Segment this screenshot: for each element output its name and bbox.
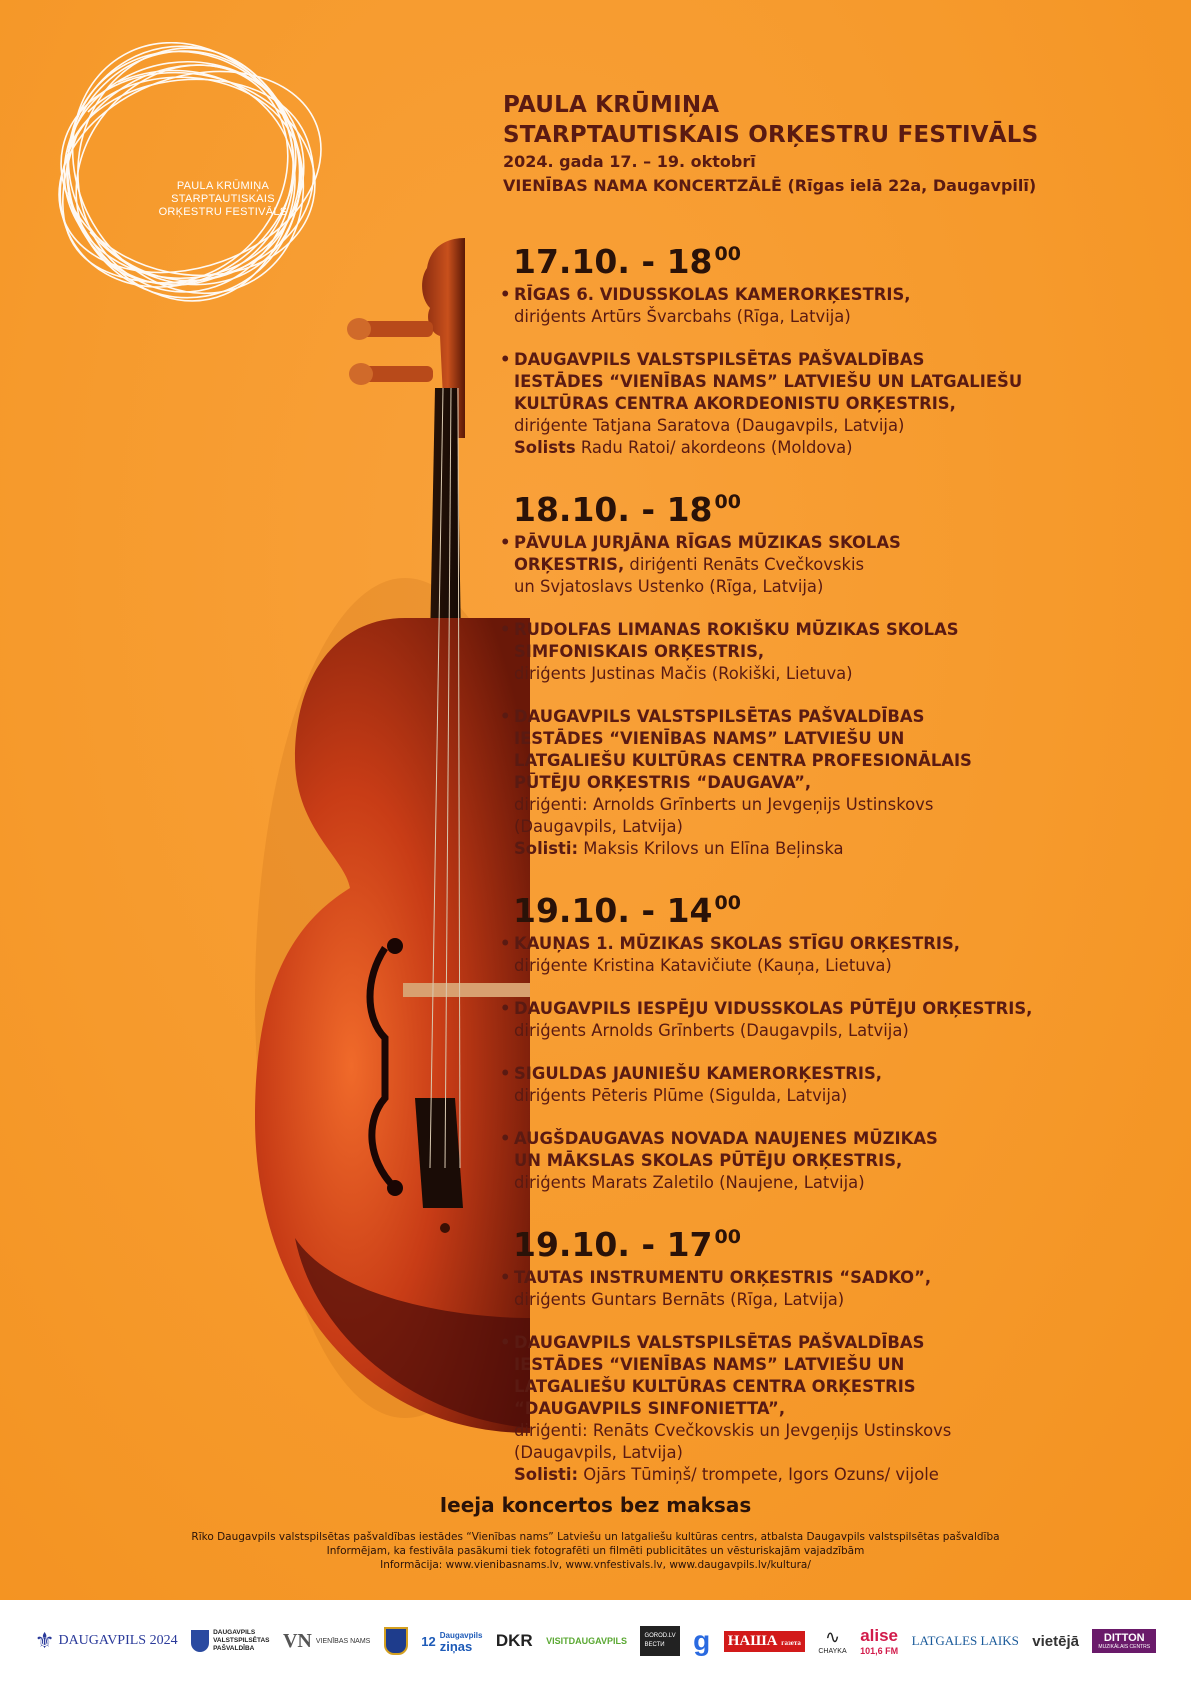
sponsor-pasvaldiba[interactable]: DAUGAVPILS VALSTSPILSĒTAS PAŠVALDĪBA bbox=[191, 1629, 269, 1653]
day-heading: 19.10. - 17 $^{00}$ bbox=[513, 1225, 741, 1264]
footer-info bbox=[0, 1530, 1191, 1572]
orchestra-entry: • PĀVULA JURJĀNA RĪGAS MŪZIKAS SKOLAS ORĶESTRIS, diriģenti Renāts Cvečkovskis un Svjatoslavs Ustenko (Rīga, Latvija) bbox=[500, 532, 1090, 598]
orchestra-entry: • DAUGAVPILS VALSTSPILSĒTAS PAŠVALDĪBAS IESTĀDES “VIENĪBAS NAMS” LATVIEŠU UN LATGALIEŠU KULTŪRAS CENTRA AKORDEONISTU ORĶESTRIS, diriģente Tatjana Saratova (Daugavpils, Latvija) Solists Radu Ratoi/ akordeons (Moldova) bbox=[500, 349, 1090, 459]
fleur-icon: ⚜ bbox=[34, 1628, 55, 1653]
sponsor-gorod[interactable]: GOROD.LV ВЕСТИ bbox=[640, 1626, 679, 1656]
day-block bbox=[500, 1215, 1090, 1486]
sponsor-vienibas-nams[interactable]: VN VIENĪBAS NAMS bbox=[282, 1629, 371, 1652]
shield-icon[interactable] bbox=[384, 1627, 408, 1655]
day-heading: 18.10. - 18 $^{00}$ bbox=[513, 490, 741, 529]
festival-title-line-1: PAULA KRŪMIŅA bbox=[503, 92, 720, 118]
festival-title-line-2: STARPTAUTISKAIS ORĶESTRU FESTIVĀLS bbox=[503, 122, 1039, 148]
organizer-text: Rīko Daugavpils valstspilsētas pašvaldības iestādes “Vienības nams” Latviešu un latgaliešu kultūras centrs, atbalsta Daugavpils valstspilsētas pašvaldība bbox=[191, 1531, 1000, 1543]
photo-notice: Informējam, ka festivāla pasākumi tiek fotografēti un filmēti publicitātes un vēsturiskajām vajadzībām bbox=[326, 1545, 865, 1557]
day-heading: 19.10. - 14 $^{00}$ bbox=[513, 891, 741, 930]
day-block bbox=[500, 232, 1090, 459]
orchestra-entry: • RĪGAS 6. VIDUSSKOLAS KAMERORĶESTRIS, diriģents Artūrs Švarcbahs (Rīga, Latvija) bbox=[500, 284, 1090, 328]
orchestra-entry: • DAUGAVPILS VALSTSPILSĒTAS PAŠVALDĪBAS IESTĀDES “VIENĪBAS NAMS” LATVIEŠU UN LATGALIEŠU KULTŪRAS CENTRA PROFESIONĀLAIS PŪTĒJU ORĶESTRIS “DAUGAVA”, diriģenti: Arnolds Grīnberts un Jevgeņijs Ustinskovs (Daugavpils, Latvija) Solisti: Maksis Krilovs un Elīna Beļinska bbox=[500, 706, 1090, 860]
orchestra-entry: • KAUŅAS 1. MŪZIKAS SKOLAS STĪGU ORĶESTRIS, diriģente Kristina Katavičiute (Kauņa, Lietuva) bbox=[500, 933, 1090, 977]
sponsor-ditton[interactable]: DITTON MUZIKĀLAIS CENTRS bbox=[1092, 1629, 1156, 1653]
bird-icon: ∿ bbox=[824, 1627, 841, 1647]
logo-text: PAULA KRŪMIŅA STARPTAUTISKAIS ORĶESTRU FESTIVĀLS bbox=[158, 180, 288, 218]
sponsor-visit-daugavpils[interactable]: VISITDAUGAVPILS bbox=[546, 1636, 627, 1646]
coat-of-arms-icon bbox=[191, 1630, 209, 1652]
day-heading: 17.10. - 18 $^{00}$ bbox=[513, 242, 741, 281]
day-block bbox=[500, 480, 1090, 860]
concert-schedule bbox=[500, 232, 1090, 1507]
sponsor-daugavpils-2024[interactable]: ⚜ DAUGAVPILS 2024 bbox=[34, 1628, 178, 1653]
orchestra-entry: • AUGŠDAUGAVAS NOVADA NAUJENES MŪZIKAS UN MĀKSLAS SKOLAS PŪTĒJU ORĶESTRIS, diriģents Marats Zaletilo (Naujene, Latvija) bbox=[500, 1128, 1090, 1194]
sponsor-alise[interactable]: alise 101,6 FM bbox=[860, 1626, 899, 1656]
sponsor-chayka[interactable]: ∿ CHAYKA bbox=[818, 1627, 847, 1655]
day-block bbox=[500, 881, 1090, 1194]
sponsor-latgales-laiks[interactable]: LATGALES LAIKS bbox=[911, 1633, 1019, 1648]
sponsor-daugavpils-zinas[interactable]: 12 Daugavpils ziņas bbox=[421, 1631, 483, 1654]
sponsor-dkr[interactable]: DKR bbox=[495, 1631, 533, 1650]
sponsor-bar bbox=[0, 1600, 1191, 1682]
festival-header bbox=[503, 90, 1038, 198]
orchestra-entry: • DAUGAVPILS VALSTSPILSĒTAS PAŠVALDĪBAS IESTĀDES “VIENĪBAS NAMS” LATVIEŠU UN LATGALIEŠU KULTŪRAS CENTRA ORĶESTRIS “DAUGAVPILS SINFONIETTA”, diriģenti: Renāts Cvečkovskis un Jevgeņijs Ustinskovs (Daugavpils, Latvija) Solisti: Ojārs Tūmiņš/ trompete, Igors Ozuns/ vijole bbox=[500, 1332, 1090, 1486]
violin-illustration bbox=[255, 238, 530, 1433]
sponsor-nasha-gazeta[interactable]: НАША газета bbox=[724, 1631, 805, 1652]
free-entry-notice: Ieeja koncertos bez maksas bbox=[439, 1493, 752, 1517]
info-links: Informācija: www.vienibasnams.lv, www.vnfestivals.lv, www.daugavpils.lv/kultura/ bbox=[380, 1559, 811, 1571]
sponsor-vieteja[interactable]: vietējā bbox=[1032, 1632, 1079, 1650]
festival-venue: VIENĪBAS NAMA KONCERTZĀLĒ (Rīgas ielā 22a, Daugavpilī) bbox=[503, 176, 1037, 195]
orchestra-entry: • SIGULDAS JAUNIEŠU KAMERORĶESTRIS, diriģents Pēteris Plūme (Sigulda, Latvija) bbox=[500, 1063, 1090, 1107]
festival-dates: 2024. gada 17. – 19. oktobrī bbox=[503, 152, 756, 171]
orchestra-entry: • RUDOLFAS LIMANAS ROKIŠKU MŪZIKAS SKOLAS SIMFONISKAIS ORĶESTRIS, diriģents Justinas Mačis (Rokiški, Lietuva) bbox=[500, 619, 1090, 685]
sponsor-g[interactable]: g bbox=[693, 1625, 711, 1656]
orchestra-entry: • DAUGAVPILS IESPĒJU VIDUSSKOLAS PŪTĒJU ORĶESTRIS, diriģents Arnolds Grīnberts (Daugavpils, Latvija) bbox=[500, 998, 1090, 1042]
orchestra-entry: • TAUTAS INSTRUMENTU ORĶESTRIS “SADKO”, diriģents Guntars Bernāts (Rīga, Latvija) bbox=[500, 1267, 1090, 1311]
